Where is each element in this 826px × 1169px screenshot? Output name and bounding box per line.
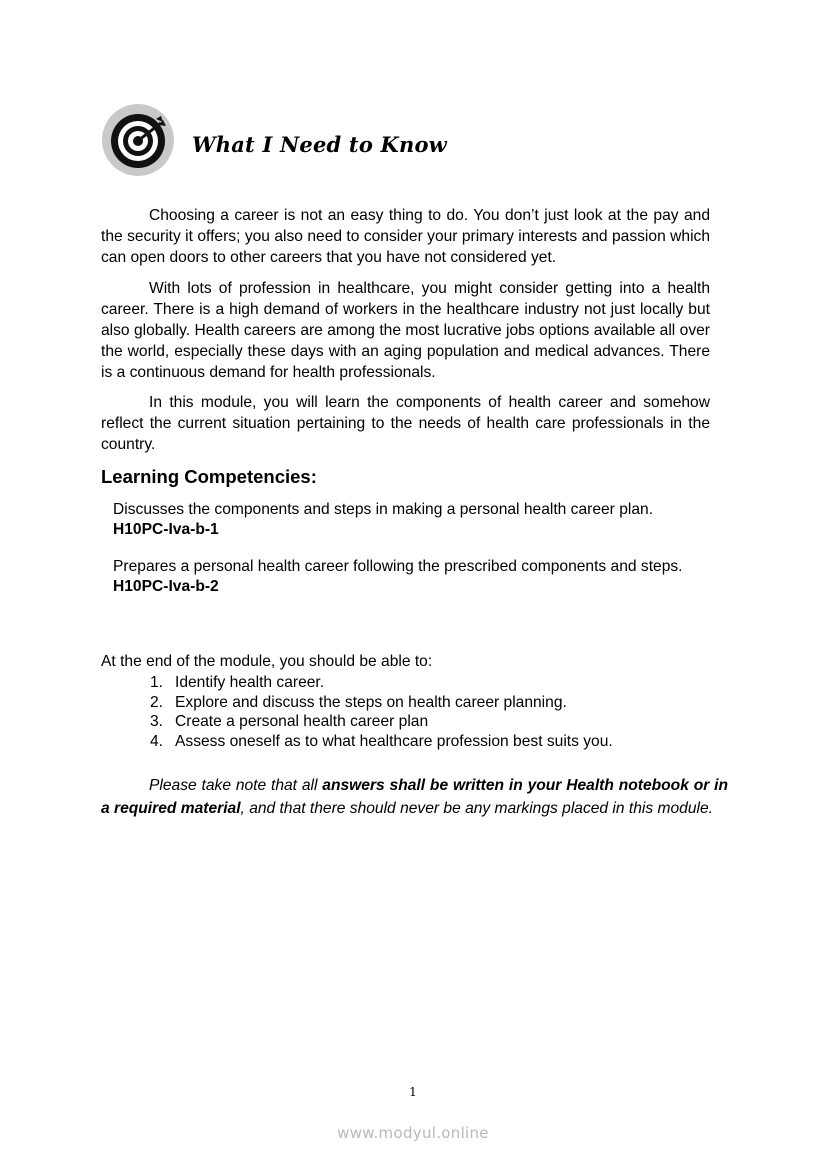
objective-item <box>150 693 613 713</box>
intro-paragraph: With lots of profession in healthcare, you might consider getting into a health career. There is a high demand of workers in the healthcare industry not just locally but also globally. Health careers are among the most lucrative jobs options available all over the world, especially these days with an aging population and medical advances. There is a continuous demand for health professionals. <box>101 280 710 381</box>
note-suffix: , and that there should never be any markings placed in this module. <box>240 800 713 817</box>
competency-item <box>113 500 653 540</box>
objective-number: 2. <box>150 693 164 711</box>
section-header <box>101 103 175 177</box>
competency-item <box>113 557 683 597</box>
instruction-note <box>101 774 728 820</box>
target-bullseye-icon <box>101 103 175 177</box>
objectives-list <box>150 673 613 751</box>
note-emphasis: answers shall be written in your Health notebook or in a required material <box>101 777 728 817</box>
objective-item <box>150 712 613 732</box>
objective-item <box>150 732 613 752</box>
page-number: 1 <box>409 1085 417 1099</box>
competency-code: H10PC-Iva-b-1 <box>113 521 219 538</box>
watermark: www.modyul.online <box>337 1124 489 1142</box>
objective-text: Create a personal health career plan <box>175 713 429 730</box>
note-prefix: Please take note that all <box>149 777 323 794</box>
objective-number: 4. <box>150 732 164 750</box>
objective-number: 1. <box>150 674 164 691</box>
competency-text: Discusses the components and steps in making a personal health career plan. <box>113 501 654 518</box>
intro-paragraph: Choosing a career is not an easy thing to do. You don’t just look at the pay and the security it offers; you also need to consider your primary interests and passion which can open doors to other careers that you have not considered yet. <box>101 207 710 266</box>
objective-text: Identify health career. <box>175 674 325 691</box>
competency-code: H10PC-Iva-b-2 <box>113 578 219 595</box>
competencies-heading: Learning Competencies: <box>101 466 317 487</box>
objective-text: Assess oneself as to what healthcare profession best suits you. <box>175 732 613 750</box>
objective-text: Explore and discuss the steps on health career planning. <box>175 693 567 711</box>
objective-number: 3. <box>150 713 164 730</box>
objectives-intro: At the end of the module, you should be able to: <box>101 653 433 670</box>
objective-item <box>150 673 613 693</box>
competency-text: Prepares a personal health career following the prescribed components and steps. <box>113 558 683 575</box>
intro-paragraph: In this module, you will learn the components of health career and somehow reflect the current situation pertaining to the needs of health care professionals in the country. <box>101 394 710 453</box>
section-title: What I Need to Know <box>192 132 447 157</box>
